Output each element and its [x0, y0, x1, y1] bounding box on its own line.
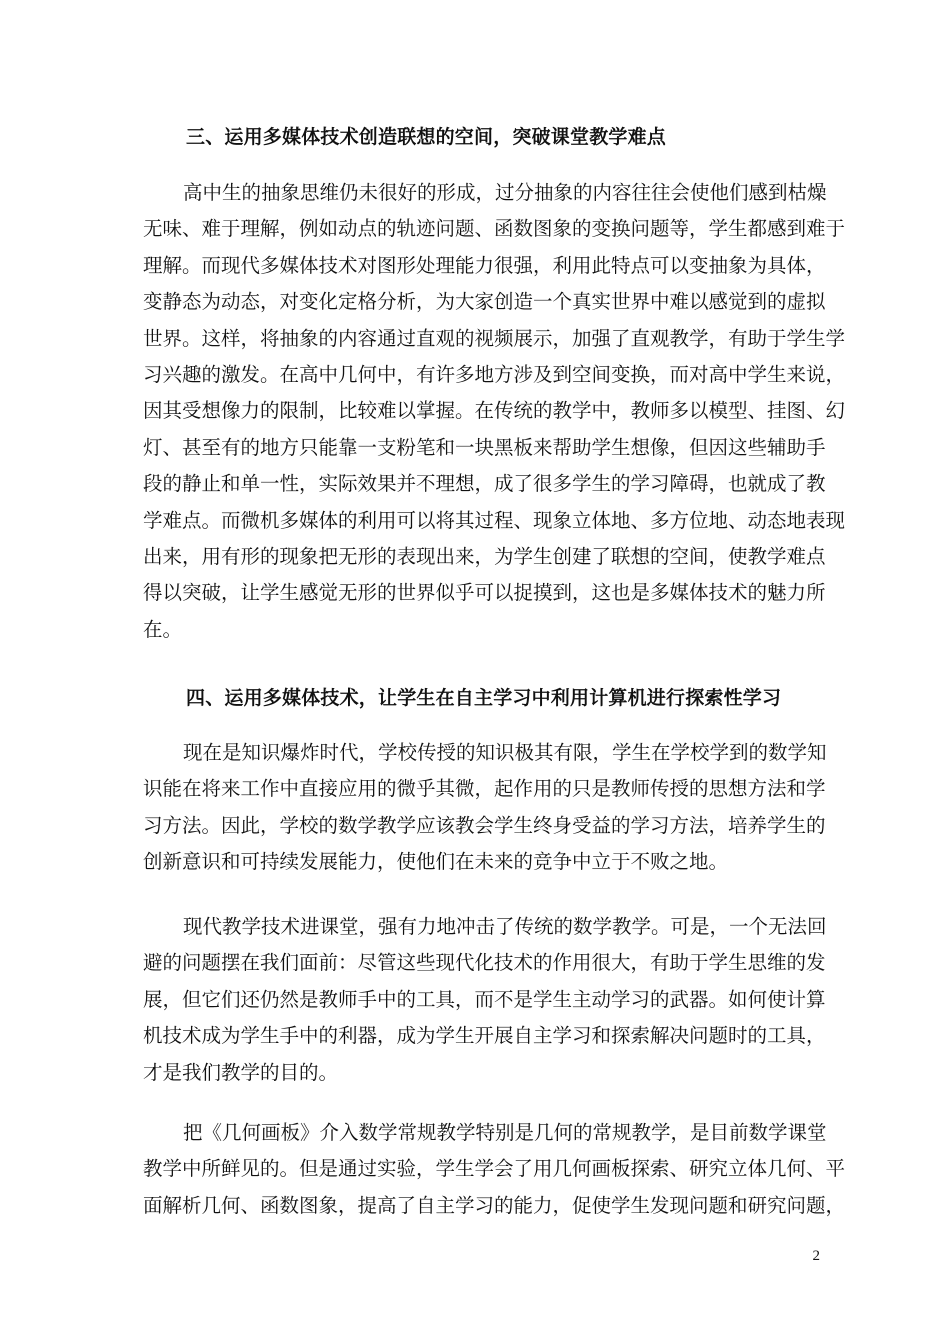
paragraph-line: 学难点。而微机多媒体的利用可以将其过程、现象立体地、多方位地、动态地表现: [143, 508, 846, 532]
paragraph-line: 把《几何画板》介入数学常规教学特别是几何的常规教学，是目前数学课堂: [183, 1121, 827, 1144]
paragraph-line: 高中生的抽象思维仍未很好的形成，过分抽象的内容往往会使他们感到枯燥: [183, 181, 827, 204]
paragraph-line: 得以突破，让学生感觉无形的世界似乎可以捉摸到，这也是多媒体技术的魅力所: [143, 581, 826, 605]
paragraph-line: 面解析几何、函数图象，提高了自主学习的能力，促使学生发现问题和研究问题，: [143, 1193, 846, 1217]
paragraph-line: 现代教学技术进课堂，强有力地冲击了传统的数学教学。可是，一个无法回: [183, 915, 827, 938]
paragraph-line: 才是我们教学的目的。: [143, 1060, 339, 1084]
paragraph-line: 习兴趣的激发。在高中几何中，有许多地方涉及到空间变换，而对高中学生来说，: [143, 362, 846, 386]
paragraph-line: 创新意识和可持续发展能力，使他们在未来的竞争中立于不败之地。: [143, 850, 729, 874]
paragraph-line: 理解。而现代多媒体技术对图形处理能力很强，利用此特点可以变抽象为具体，: [143, 253, 826, 277]
paragraph-line: 展，但它们还仍然是教师手中的工具，而不是学生主动学习的武器。如何使计算: [143, 987, 826, 1011]
paragraph-line: 因其受想像力的限制，比较难以掌握。在传统的教学中，教师多以模型、挂图、幻: [143, 399, 846, 423]
page-number: 2: [812, 1248, 820, 1264]
section-4-paragraph-2: [143, 909, 827, 1091]
paragraph-line: 教学中所鲜见的。但是通过实验，学生学会了用几何画板探索、研究立体几何、平: [143, 1157, 846, 1181]
paragraph-line: 无味、难于理解，例如动点的轨迹问题、函数图象的变换问题等，学生都感到难于: [143, 217, 846, 241]
section-4-paragraph-1: [143, 735, 827, 881]
paragraph-line: 在。: [143, 617, 183, 641]
paragraph-line: 段的静止和单一性，实际效果并不理想，成了很多学生的学习障碍，也就成了教: [143, 472, 826, 496]
section-heading-4: 四、运用多媒体技术，让学生在自主学习中利用计算机进行探索性学习: [186, 687, 782, 709]
paragraph-line: 习方法。因此，学校的数学教学应该教会学生终身受益的学习方法，培养学生的: [143, 813, 826, 837]
paragraph-line: 出来，用有形的现象把无形的表现出来，为学生创建了联想的空间，使教学难点: [143, 544, 826, 568]
paragraph-line: 世界。这样，将抽象的内容通过直观的视频展示，加强了直观教学，有助于学生学: [143, 326, 846, 350]
paragraph-line: 机技术成为学生手中的利器，成为学生开展自主学习和探索解决问题时的工具，: [143, 1024, 826, 1048]
section-4-paragraph-3: [143, 1115, 846, 1224]
section-3-paragraph-1: [143, 175, 846, 648]
paragraph-line: 识能在将来工作中直接应用的微乎其微，起作用的只是教师传授的思想方法和学: [143, 777, 826, 801]
paragraph-line: 灯、甚至有的地方只能靠一支粉笔和一块黑板来帮助学生想像，但因这些辅助手: [143, 435, 826, 459]
paragraph-line: 避的问题摆在我们面前：尽管这些现代化技术的作用很大，有助于学生思维的发: [143, 951, 826, 975]
paragraph-line: 变静态为动态，对变化定格分析，为大家创造一个真实世界中难以感觉到的虚拟: [143, 290, 826, 314]
paragraph-line: 现在是知识爆炸时代，学校传授的知识极其有限，学生在学校学到的数学知: [183, 741, 827, 764]
section-heading-3: 三、运用多媒体技术创造联想的空间，突破课堂教学难点: [186, 126, 667, 148]
